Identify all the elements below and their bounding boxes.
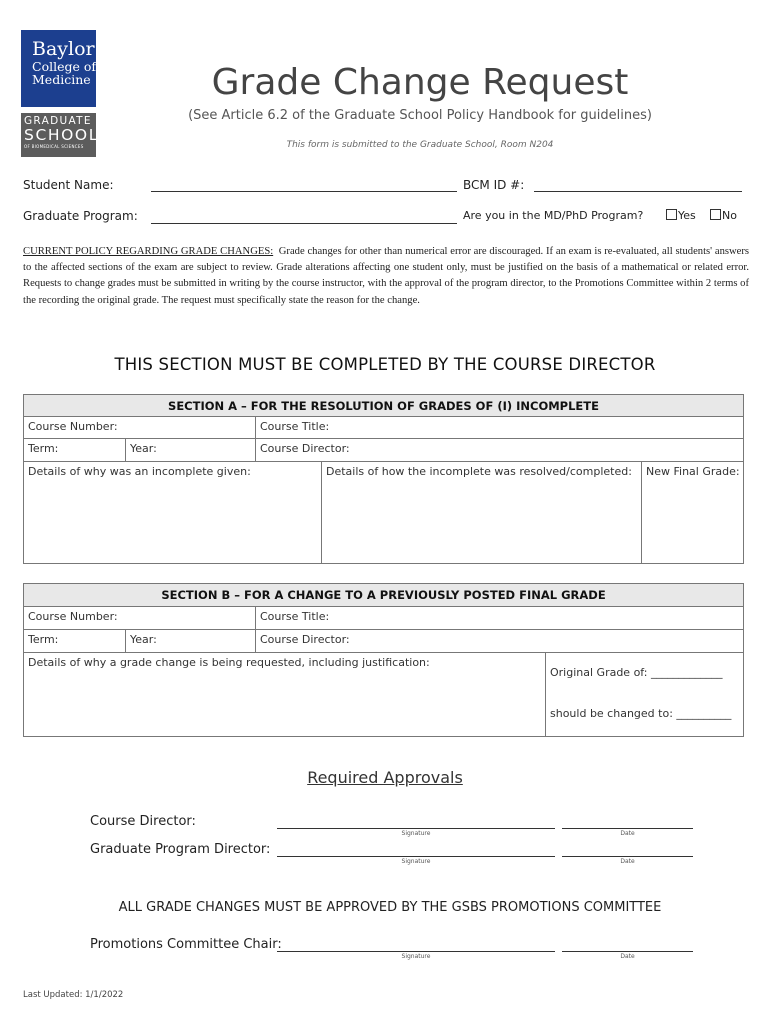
signature-caption: Signature	[401, 953, 431, 960]
promotions-committee-notice: ALL GRADE CHANGES MUST BE APPROVED BY THE GSBS PROMOTIONS COMMITTEE	[118, 900, 662, 915]
program-director-signature-line[interactable]	[277, 856, 555, 857]
promotions-chair-date-line[interactable]	[562, 951, 693, 952]
graduate-program-label: Graduate Program:	[23, 209, 138, 223]
promotions-chair-signature-line[interactable]	[277, 951, 555, 952]
section-a-course-director[interactable]: Course Director:	[256, 439, 744, 462]
submission-note: This form is submitted to the Graduate School, Room N204	[286, 140, 554, 150]
course-director-signature-line[interactable]	[277, 828, 555, 829]
section-a-course-number[interactable]: Course Number:	[24, 417, 256, 439]
yes-label: Yes	[678, 209, 696, 222]
promotions-chair-label: Promotions Committee Chair:	[90, 937, 282, 952]
course-director-heading: THIS SECTION MUST BE COMPLETED BY THE COURSE DIRECTOR	[114, 355, 656, 374]
no-option[interactable]	[710, 209, 737, 222]
logo-text: OF BIOMEDICAL SCIENCES	[24, 144, 84, 149]
section-b-year[interactable]: Year:	[126, 630, 256, 653]
section-a-details-how[interactable]: Details of how the incomplete was resolved/completed:	[322, 462, 642, 564]
section-b-course-number[interactable]: Course Number:	[24, 607, 256, 630]
student-name-label: Student Name:	[23, 178, 114, 192]
section-b-header: SECTION B – FOR A CHANGE TO A PREVIOUSLY POSTED FINAL GRADE	[24, 584, 744, 607]
bcm-id-field[interactable]	[534, 191, 742, 192]
section-b-course-title[interactable]: Course Title:	[256, 607, 744, 630]
section-b-details[interactable]: Details of why a grade change is being requested, including justification:	[24, 653, 546, 737]
program-director-date-line[interactable]	[562, 856, 693, 857]
logo-text: College of	[32, 58, 97, 74]
course-director-label: Course Director:	[90, 814, 196, 829]
mdphd-label: Are you in the MD/PhD Program?	[463, 209, 644, 222]
section-a-details-why[interactable]: Details of why was an incomplete given:	[24, 462, 322, 564]
logo-text: Baylor	[32, 38, 95, 60]
date-caption: Date	[620, 953, 635, 960]
yes-checkbox[interactable]	[666, 209, 677, 220]
date-caption: Date	[620, 830, 635, 837]
no-label: No	[722, 209, 737, 222]
required-approvals-title: Required Approvals	[307, 768, 463, 787]
section-a-new-final-grade[interactable]: New Final Grade:	[642, 462, 744, 564]
changed-to-grade[interactable]: should be changed to: __________	[550, 707, 732, 720]
logo-text: SCHOOL	[24, 125, 99, 144]
original-grade[interactable]: Original Grade of: _____________	[550, 666, 723, 679]
page-subtitle: (See Article 6.2 of the Graduate School Policy Handbook for guidelines)	[188, 108, 652, 123]
section-b-term[interactable]: Term:	[24, 630, 126, 653]
program-director-label: Graduate Program Director:	[90, 842, 271, 857]
bcm-id-label: BCM ID #:	[463, 178, 525, 192]
section-b-table	[23, 583, 744, 737]
policy-heading: CURRENT POLICY REGARDING GRADE CHANGES:	[23, 246, 274, 257]
no-checkbox[interactable]	[710, 209, 721, 220]
logo-text: GRADUATE	[24, 115, 92, 127]
course-director-date-line[interactable]	[562, 828, 693, 829]
section-a-term[interactable]: Term:	[24, 439, 126, 462]
section-a-course-title[interactable]: Course Title:	[256, 417, 744, 439]
graduate-program-field[interactable]	[151, 223, 457, 224]
page-title: Grade Change Request	[211, 62, 629, 103]
date-caption: Date	[620, 858, 635, 865]
signature-caption: Signature	[401, 858, 431, 865]
logo-text: Medicine	[32, 72, 91, 88]
last-updated: Last Updated: 1/1/2022	[23, 990, 124, 1000]
policy-paragraph	[23, 244, 749, 309]
student-name-field[interactable]	[151, 191, 457, 192]
baylor-logo	[21, 30, 96, 107]
yes-option[interactable]	[666, 209, 696, 222]
graduate-school-logo	[21, 113, 99, 157]
grade-change-box[interactable]	[546, 653, 744, 737]
signature-caption: Signature	[401, 830, 431, 837]
section-b-course-director[interactable]: Course Director:	[256, 630, 744, 653]
policy-body: Grade changes for other than numerical error are discouraged. If an exam is re-evaluated, all students' answers to the affected sections of the exam are subject to review. Grade alterations affecting one student only, must be justified on the basis of a mathematical or related error. Requests to change grades must be submitted in writing by the course instructor, with the approval of the program director, to the Promotions Committee within 2 terms of the recording the original grade. The request must specifically state the reason for the change.	[23, 246, 749, 306]
section-a-year[interactable]: Year:	[126, 439, 256, 462]
section-a-table	[23, 394, 744, 564]
section-a-header: SECTION A – FOR THE RESOLUTION OF GRADES OF (I) INCOMPLETE	[24, 395, 744, 417]
